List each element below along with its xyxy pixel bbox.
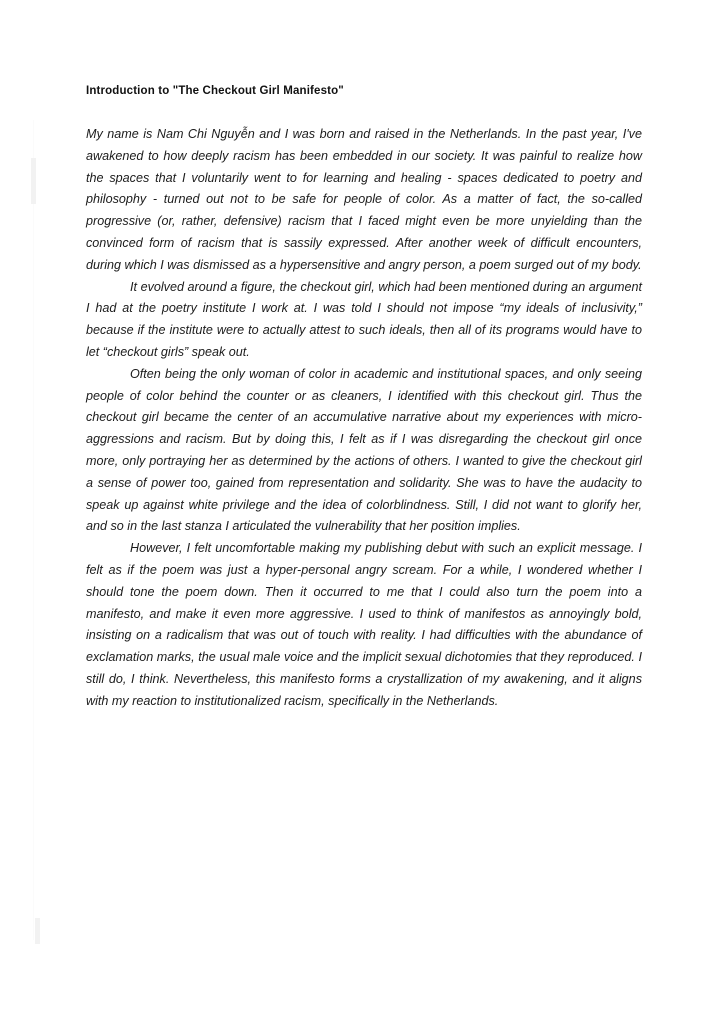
document-text-body (86, 84, 642, 713)
body-paragraph-4: However, I felt uncomfortable making my publishing debut with such an explicit message. I felt as if the poem was just a hyper-personal angry scream. For a while, I wondered whether I should tone the poem down. Then it occurred to me that I could also turn the poem into a manifesto, and make it even more aggressive. I used to think of manifestos as annoyingly bold, insisting on a radicalism that was out of touch with reality. I had difficulties with the abundance of exclamation marks, the usual male voice and the implicit sexual dichotomies that they reproduced. I still do, I think. Nevertheless, this manifesto forms a crystallization of my awakening, and it aligns with my reaction to institutionalized racism, specifically in the Netherlands. (86, 541, 642, 708)
scan-speck-artifact-upper (31, 158, 36, 204)
body-paragraph-1: My name is Nam Chi Nguyễn and I was born and raised in the Netherlands. In the past year, I've awakened to how deeply racism has been embedded in our society. It was painful to realize how the spaces that I voluntarily went to for learning and healing - spaces dedicated to poetry and philosophy - turned out not to be safe for people of color. As a matter of fact, the so-called progressive (or, rather, defensive) racism that I faced might even be more unyielding than the convinced form of racism that is sassily expressed. After another week of difficult encounters, during which I was dismissed as a hypersensitive and angry person, a poem surged out of my body. (86, 127, 642, 272)
page-title: Introduction to "The Checkout Girl Manifesto" (86, 85, 344, 97)
body-paragraph-3: Often being the only woman of color in academic and institutional spaces, and only seeing people of color behind the counter or as cleaners, I identified with this checkout girl. Thus the checkout girl became the center of an accumulative narrative about my experiences with micro-aggressions and racism. But by doing this, I felt as if I was disregarding the checkout girl once more, only portraying her as determined by the actions of others. I wanted to give the checkout girl a sense of power too, gained from representation and solidarity. She was to have the audacity to speak up against white privilege and the idea of colorblindness. Still, I did not want to glorify her, and so in the last stanza I articulated the vulnerability that her position implies. (86, 366, 642, 534)
body-paragraph-2: It evolved around a figure, the checkout girl, which had been mentioned during an argument I had at the poetry institute I work at. I was told I should not impose “my ideals of inclusivity,” because if the institute were to actually attest to such ideals, then all of its programs would have to let “checkout girls” speak out. (86, 279, 642, 359)
scan-edge-artifact (33, 120, 34, 940)
scan-speck-artifact-lower (35, 918, 40, 944)
